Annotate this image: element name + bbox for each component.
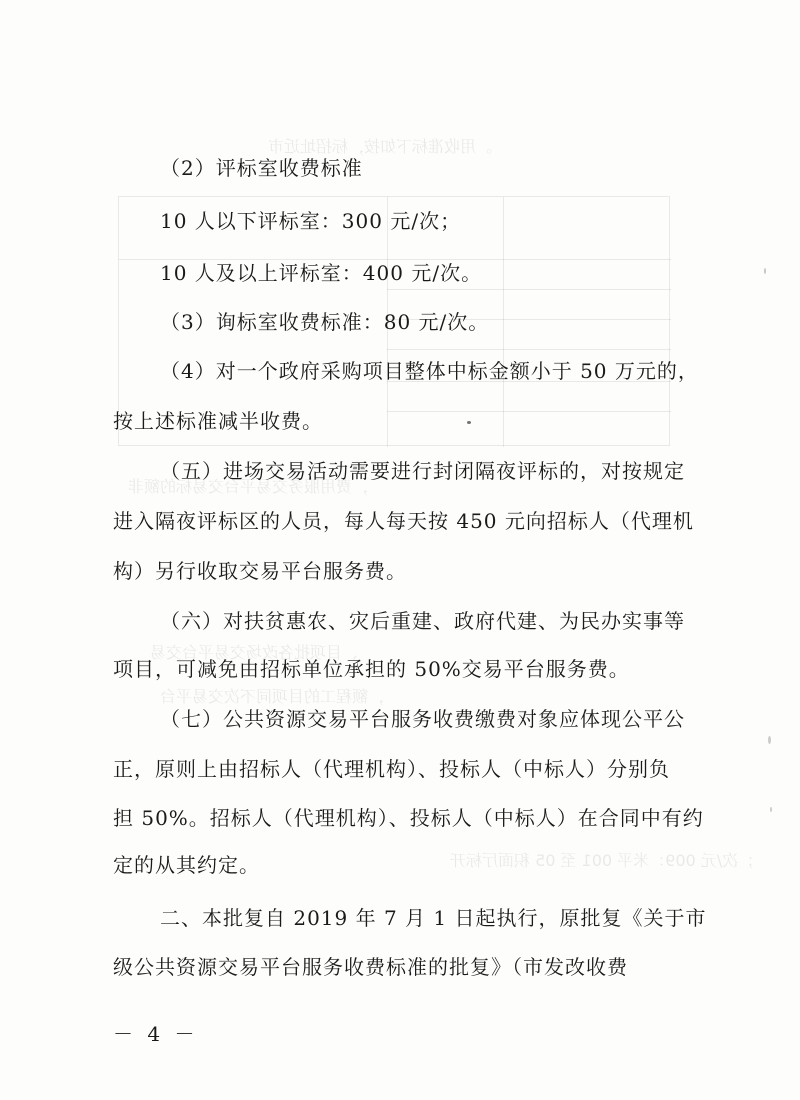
bleed-through-text: ，额程工的目项同不次交易平台 xyxy=(160,687,385,706)
bleed-through-text: ，费用服务交易平台交易标的额非 xyxy=(128,477,369,496)
bleed-through-text: 。用收准标下如按，标招址近市 xyxy=(268,137,493,156)
document-page: 。用收准标下如按，标招址近市 ，费用服务交易平台交易标的额非 、目项批各改场交易平台交易 ，额程工的目项同不次交易平台 ；次/元 009：米平 001 至 05 积面厅标开 （2）评标室收费标准 10 人以下评标室：300 元/次； 10 人及以上评标室：400 元/次。 （3）询标室收费标准：80 元/次。 （4）对一个政府采购项目整体中标金额小于 50 万元的， 按上述标准减半收费。 （五）进场交易活动需要进行封闭隔夜评标的，对按规定 进入隔夜评标区的人员，每人每天按 450 元向招标人（代理机 构）另行收取交易平台服务费。 （六）对扶贫惠农、灾后重建、政府代建、为民办实事等 项目，可减免由招标单位承担的 50%交易平台服务费。 （七）公共资源交易平台服务收费缴费对象应体现公平公 正，原则上由招标人（代理机构）、投标人（中标人）分别负 担 50%。招标人（代理机构）、投标人（中标人）在合同中有约 定的从其约定。 二、本批复自 2019 年 7 月 1 日起执行，原批复《关于市 级公共资源交易平台服务收费标准的批复》（市发改收费 － 4 － xyxy=(0,0,800,1100)
scan-speck xyxy=(768,736,771,744)
page-number: － 4 － xyxy=(113,1022,199,1046)
scan-speck xyxy=(770,807,772,812)
bleed-through-text: ；次/元 009：米平 001 至 05 积面厅标开 xyxy=(450,851,755,870)
bleed-through-text: 、目项批各改场交易平台交易 xyxy=(150,643,359,662)
scan-speck xyxy=(764,268,766,274)
scan-speck xyxy=(467,421,471,424)
